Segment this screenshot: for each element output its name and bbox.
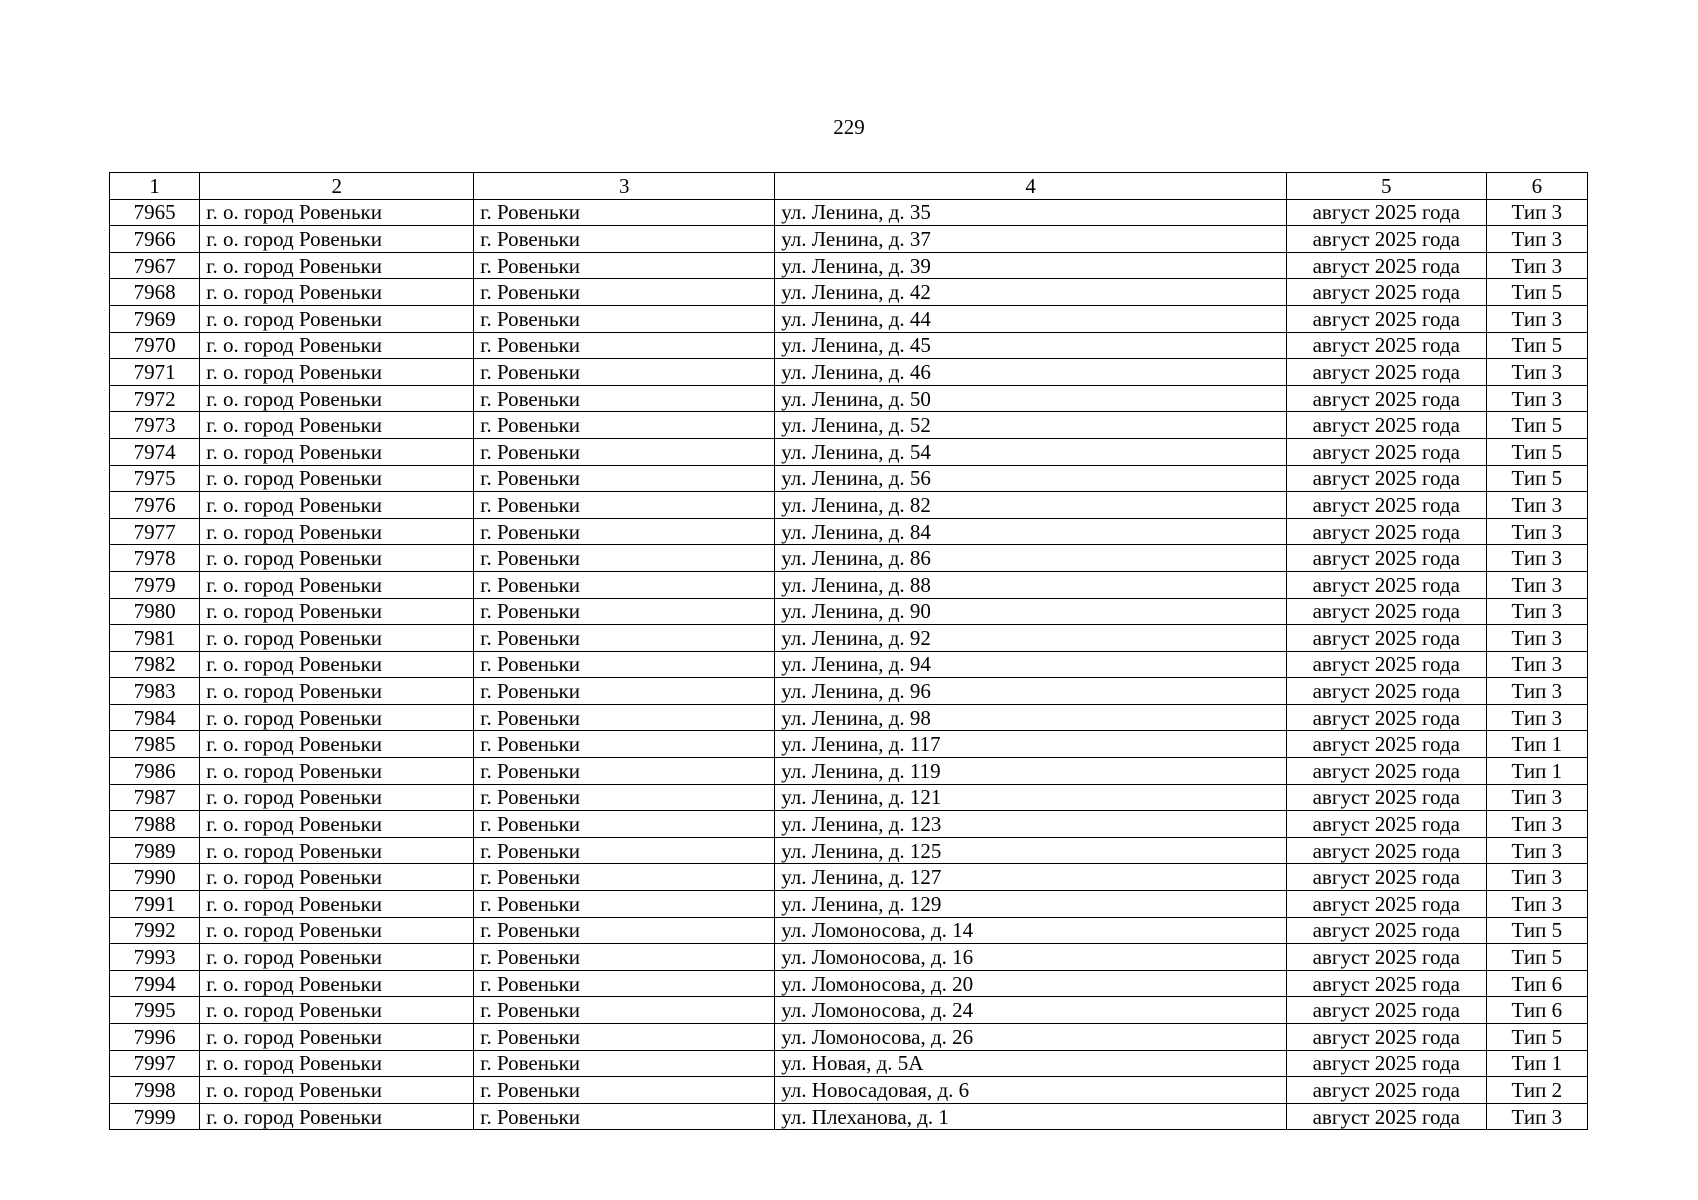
address-cell: ул. Ленина, д. 92 xyxy=(775,625,1287,652)
date-cell: август 2025 года xyxy=(1286,226,1486,253)
date-cell: август 2025 года xyxy=(1286,412,1486,439)
address-cell: ул. Ленина, д. 56 xyxy=(775,465,1287,492)
column-header-4: 4 xyxy=(775,173,1287,200)
municipality-cell: г. о. город Ровеньки xyxy=(200,811,474,838)
date-cell: август 2025 года xyxy=(1286,518,1486,545)
date-cell: август 2025 года xyxy=(1286,970,1486,997)
municipality-cell: г. о. город Ровеньки xyxy=(200,545,474,572)
locality-cell: г. Ровеньки xyxy=(474,625,775,652)
type-cell: Тип 6 xyxy=(1486,997,1587,1024)
row-number-cell: 7993 xyxy=(110,944,200,971)
municipality-cell: г. о. город Ровеньки xyxy=(200,305,474,332)
row-number-cell: 7980 xyxy=(110,598,200,625)
locality-cell: г. Ровеньки xyxy=(474,518,775,545)
locality-cell: г. Ровеньки xyxy=(474,385,775,412)
row-number-cell: 7970 xyxy=(110,332,200,359)
table-row xyxy=(110,279,1588,306)
address-cell: ул. Ленина, д. 50 xyxy=(775,385,1287,412)
municipality-cell: г. о. город Ровеньки xyxy=(200,864,474,891)
date-cell: август 2025 года xyxy=(1286,199,1486,226)
municipality-cell: г. о. город Ровеньки xyxy=(200,438,474,465)
locality-cell: г. Ровеньки xyxy=(474,651,775,678)
type-cell: Тип 3 xyxy=(1486,704,1587,731)
municipality-cell: г. о. город Ровеньки xyxy=(200,784,474,811)
row-number-cell: 7982 xyxy=(110,651,200,678)
row-number-cell: 7990 xyxy=(110,864,200,891)
table-row xyxy=(110,731,1588,758)
table-row xyxy=(110,1024,1588,1051)
address-cell: ул. Ленина, д. 39 xyxy=(775,252,1287,279)
locality-cell: г. Ровеньки xyxy=(474,279,775,306)
type-cell: Тип 3 xyxy=(1486,837,1587,864)
type-cell: Тип 1 xyxy=(1486,758,1587,785)
address-cell: ул. Ломоносова, д. 14 xyxy=(775,917,1287,944)
type-cell: Тип 3 xyxy=(1486,305,1587,332)
municipality-cell: г. о. город Ровеньки xyxy=(200,651,474,678)
date-cell: август 2025 года xyxy=(1286,545,1486,572)
row-number-cell: 7983 xyxy=(110,678,200,705)
row-number-cell: 7971 xyxy=(110,359,200,386)
municipality-cell: г. о. город Ровеньки xyxy=(200,252,474,279)
address-cell: ул. Ленина, д. 96 xyxy=(775,678,1287,705)
address-cell: ул. Ленина, д. 82 xyxy=(775,492,1287,519)
municipality-cell: г. о. город Ровеньки xyxy=(200,412,474,439)
date-cell: август 2025 года xyxy=(1286,598,1486,625)
type-cell: Тип 3 xyxy=(1486,518,1587,545)
date-cell: август 2025 года xyxy=(1286,385,1486,412)
table-row xyxy=(110,678,1588,705)
date-cell: август 2025 года xyxy=(1286,465,1486,492)
address-cell: ул. Ленина, д. 90 xyxy=(775,598,1287,625)
locality-cell: г. Ровеньки xyxy=(474,199,775,226)
municipality-cell: г. о. город Ровеньки xyxy=(200,625,474,652)
type-cell: Тип 3 xyxy=(1486,385,1587,412)
type-cell: Тип 3 xyxy=(1486,625,1587,652)
table-row xyxy=(110,226,1588,253)
type-cell: Тип 3 xyxy=(1486,651,1587,678)
table-row xyxy=(110,385,1588,412)
municipality-cell: г. о. город Ровеньки xyxy=(200,518,474,545)
type-cell: Тип 3 xyxy=(1486,1103,1587,1130)
type-cell: Тип 3 xyxy=(1486,545,1587,572)
row-number-cell: 7996 xyxy=(110,1024,200,1051)
address-cell: ул. Ленина, д. 84 xyxy=(775,518,1287,545)
address-cell: ул. Ленина, д. 45 xyxy=(775,332,1287,359)
row-number-cell: 7995 xyxy=(110,997,200,1024)
date-cell: август 2025 года xyxy=(1286,438,1486,465)
date-cell: август 2025 года xyxy=(1286,359,1486,386)
type-cell: Тип 3 xyxy=(1486,252,1587,279)
locality-cell: г. Ровеньки xyxy=(474,305,775,332)
row-number-cell: 7981 xyxy=(110,625,200,652)
address-cell: ул. Новая, д. 5А xyxy=(775,1050,1287,1077)
table-row xyxy=(110,837,1588,864)
date-cell: август 2025 года xyxy=(1286,917,1486,944)
date-cell: август 2025 года xyxy=(1286,891,1486,918)
type-cell: Тип 5 xyxy=(1486,412,1587,439)
type-cell: Тип 3 xyxy=(1486,199,1587,226)
type-cell: Тип 5 xyxy=(1486,944,1587,971)
locality-cell: г. Ровеньки xyxy=(474,891,775,918)
address-cell: ул. Ленина, д. 35 xyxy=(775,199,1287,226)
table-row xyxy=(110,465,1588,492)
date-cell: август 2025 года xyxy=(1286,864,1486,891)
address-cell: ул. Ленина, д. 37 xyxy=(775,226,1287,253)
date-cell: август 2025 года xyxy=(1286,571,1486,598)
table-row xyxy=(110,1077,1588,1104)
date-cell: август 2025 года xyxy=(1286,279,1486,306)
municipality-cell: г. о. город Ровеньки xyxy=(200,891,474,918)
locality-cell: г. Ровеньки xyxy=(474,465,775,492)
type-cell: Тип 5 xyxy=(1486,917,1587,944)
locality-cell: г. Ровеньки xyxy=(474,252,775,279)
municipality-cell: г. о. город Ровеньки xyxy=(200,917,474,944)
type-cell: Тип 5 xyxy=(1486,465,1587,492)
locality-cell: г. Ровеньки xyxy=(474,492,775,519)
row-number-cell: 7978 xyxy=(110,545,200,572)
table-row xyxy=(110,492,1588,519)
column-header-3: 3 xyxy=(474,173,775,200)
table-row xyxy=(110,651,1588,678)
municipality-cell: г. о. город Ровеньки xyxy=(200,571,474,598)
date-cell: август 2025 года xyxy=(1286,784,1486,811)
row-number-cell: 7977 xyxy=(110,518,200,545)
locality-cell: г. Ровеньки xyxy=(474,704,775,731)
table-row xyxy=(110,758,1588,785)
date-cell: август 2025 года xyxy=(1286,758,1486,785)
type-cell: Тип 5 xyxy=(1486,332,1587,359)
table-row xyxy=(110,1103,1588,1130)
table-row xyxy=(110,891,1588,918)
locality-cell: г. Ровеньки xyxy=(474,598,775,625)
row-number-cell: 7979 xyxy=(110,571,200,598)
date-cell: август 2025 года xyxy=(1286,704,1486,731)
address-cell: ул. Ломоносова, д. 16 xyxy=(775,944,1287,971)
type-cell: Тип 3 xyxy=(1486,864,1587,891)
table-row xyxy=(110,784,1588,811)
municipality-cell: г. о. город Ровеньки xyxy=(200,332,474,359)
date-cell: август 2025 года xyxy=(1286,332,1486,359)
address-cell: ул. Плеханова, д. 1 xyxy=(775,1103,1287,1130)
table-row xyxy=(110,625,1588,652)
date-cell: август 2025 года xyxy=(1286,492,1486,519)
row-number-cell: 7966 xyxy=(110,226,200,253)
address-cell: ул. Ленина, д. 46 xyxy=(775,359,1287,386)
type-cell: Тип 3 xyxy=(1486,784,1587,811)
date-cell: август 2025 года xyxy=(1286,811,1486,838)
row-number-cell: 7985 xyxy=(110,731,200,758)
locality-cell: г. Ровеньки xyxy=(474,944,775,971)
date-cell: август 2025 года xyxy=(1286,731,1486,758)
municipality-cell: г. о. город Ровеньки xyxy=(200,598,474,625)
type-cell: Тип 3 xyxy=(1486,598,1587,625)
row-number-cell: 7986 xyxy=(110,758,200,785)
type-cell: Тип 1 xyxy=(1486,1050,1587,1077)
address-cell: ул. Ленина, д. 52 xyxy=(775,412,1287,439)
column-header-2: 2 xyxy=(200,173,474,200)
locality-cell: г. Ровеньки xyxy=(474,1103,775,1130)
date-cell: август 2025 года xyxy=(1286,944,1486,971)
type-cell: Тип 6 xyxy=(1486,970,1587,997)
address-cell: ул. Ленина, д. 94 xyxy=(775,651,1287,678)
municipality-cell: г. о. город Ровеньки xyxy=(200,678,474,705)
type-cell: Тип 5 xyxy=(1486,438,1587,465)
municipality-cell: г. о. город Ровеньки xyxy=(200,1077,474,1104)
row-number-cell: 7975 xyxy=(110,465,200,492)
row-number-cell: 7967 xyxy=(110,252,200,279)
row-number-cell: 7972 xyxy=(110,385,200,412)
table-row xyxy=(110,1050,1588,1077)
address-cell: ул. Ломоносова, д. 20 xyxy=(775,970,1287,997)
municipality-cell: г. о. город Ровеньки xyxy=(200,492,474,519)
type-cell: Тип 2 xyxy=(1486,1077,1587,1104)
municipality-cell: г. о. город Ровеньки xyxy=(200,1024,474,1051)
address-cell: ул. Ленина, д. 44 xyxy=(775,305,1287,332)
address-cell: ул. Ленина, д. 119 xyxy=(775,758,1287,785)
locality-cell: г. Ровеньки xyxy=(474,997,775,1024)
row-number-cell: 7965 xyxy=(110,199,200,226)
locality-cell: г. Ровеньки xyxy=(474,784,775,811)
locality-cell: г. Ровеньки xyxy=(474,412,775,439)
table-body xyxy=(110,199,1588,1130)
address-cell: ул. Ленина, д. 125 xyxy=(775,837,1287,864)
address-cell: ул. Ленина, д. 123 xyxy=(775,811,1287,838)
date-cell: август 2025 года xyxy=(1286,651,1486,678)
row-number-cell: 7988 xyxy=(110,811,200,838)
type-cell: Тип 3 xyxy=(1486,492,1587,519)
locality-cell: г. Ровеньки xyxy=(474,837,775,864)
table-row xyxy=(110,518,1588,545)
date-cell: август 2025 года xyxy=(1286,305,1486,332)
type-cell: Тип 3 xyxy=(1486,678,1587,705)
date-cell: август 2025 года xyxy=(1286,625,1486,652)
row-number-cell: 7974 xyxy=(110,438,200,465)
municipality-cell: г. о. город Ровеньки xyxy=(200,465,474,492)
table-row xyxy=(110,305,1588,332)
table-row xyxy=(110,704,1588,731)
row-number-cell: 7968 xyxy=(110,279,200,306)
table-row xyxy=(110,970,1588,997)
row-number-cell: 7999 xyxy=(110,1103,200,1130)
date-cell: август 2025 года xyxy=(1286,252,1486,279)
row-number-cell: 7997 xyxy=(110,1050,200,1077)
table-row xyxy=(110,811,1588,838)
table-row xyxy=(110,438,1588,465)
locality-cell: г. Ровеньки xyxy=(474,545,775,572)
date-cell: август 2025 года xyxy=(1286,1103,1486,1130)
address-cell: ул. Ленина, д. 117 xyxy=(775,731,1287,758)
municipality-cell: г. о. город Ровеньки xyxy=(200,1050,474,1077)
table-row xyxy=(110,571,1588,598)
locality-cell: г. Ровеньки xyxy=(474,678,775,705)
table-row xyxy=(110,997,1588,1024)
municipality-cell: г. о. город Ровеньки xyxy=(200,279,474,306)
date-cell: август 2025 года xyxy=(1286,997,1486,1024)
row-number-cell: 7992 xyxy=(110,917,200,944)
locality-cell: г. Ровеньки xyxy=(474,438,775,465)
municipality-cell: г. о. город Ровеньки xyxy=(200,704,474,731)
type-cell: Тип 5 xyxy=(1486,279,1587,306)
address-cell: ул. Ленина, д. 88 xyxy=(775,571,1287,598)
type-cell: Тип 3 xyxy=(1486,891,1587,918)
locality-cell: г. Ровеньки xyxy=(474,571,775,598)
date-cell: август 2025 года xyxy=(1286,837,1486,864)
locality-cell: г. Ровеньки xyxy=(474,359,775,386)
address-cell: ул. Новосадовая, д. 6 xyxy=(775,1077,1287,1104)
address-cell: ул. Ломоносова, д. 24 xyxy=(775,997,1287,1024)
locality-cell: г. Ровеньки xyxy=(474,731,775,758)
municipality-cell: г. о. город Ровеньки xyxy=(200,1103,474,1130)
table-header xyxy=(110,173,1588,200)
type-cell: Тип 5 xyxy=(1486,1024,1587,1051)
municipality-cell: г. о. город Ровеньки xyxy=(200,385,474,412)
register-table xyxy=(109,172,1588,1130)
column-header-6: 6 xyxy=(1486,173,1587,200)
municipality-cell: г. о. город Ровеньки xyxy=(200,226,474,253)
locality-cell: г. Ровеньки xyxy=(474,758,775,785)
row-number-cell: 7989 xyxy=(110,837,200,864)
table-row xyxy=(110,598,1588,625)
municipality-cell: г. о. город Ровеньки xyxy=(200,199,474,226)
table-row xyxy=(110,944,1588,971)
address-cell: ул. Ломоносова, д. 26 xyxy=(775,1024,1287,1051)
type-cell: Тип 3 xyxy=(1486,226,1587,253)
locality-cell: г. Ровеньки xyxy=(474,1077,775,1104)
table-row xyxy=(110,332,1588,359)
table-row xyxy=(110,359,1588,386)
locality-cell: г. Ровеньки xyxy=(474,332,775,359)
table-row xyxy=(110,545,1588,572)
address-cell: ул. Ленина, д. 127 xyxy=(775,864,1287,891)
municipality-cell: г. о. город Ровеньки xyxy=(200,837,474,864)
address-cell: ул. Ленина, д. 98 xyxy=(775,704,1287,731)
row-number-cell: 7969 xyxy=(110,305,200,332)
page-number: 229 xyxy=(833,115,865,139)
municipality-cell: г. о. город Ровеньки xyxy=(200,944,474,971)
address-cell: ул. Ленина, д. 121 xyxy=(775,784,1287,811)
table-row xyxy=(110,199,1588,226)
municipality-cell: г. о. город Ровеньки xyxy=(200,970,474,997)
table-row xyxy=(110,252,1588,279)
locality-cell: г. Ровеньки xyxy=(474,1024,775,1051)
municipality-cell: г. о. город Ровеньки xyxy=(200,758,474,785)
date-cell: август 2025 года xyxy=(1286,1050,1486,1077)
row-number-cell: 7987 xyxy=(110,784,200,811)
address-cell: ул. Ленина, д. 129 xyxy=(775,891,1287,918)
locality-cell: г. Ровеньки xyxy=(474,811,775,838)
type-cell: Тип 3 xyxy=(1486,359,1587,386)
municipality-cell: г. о. город Ровеньки xyxy=(200,997,474,1024)
municipality-cell: г. о. город Ровеньки xyxy=(200,359,474,386)
type-cell: Тип 1 xyxy=(1486,731,1587,758)
type-cell: Тип 3 xyxy=(1486,811,1587,838)
date-cell: август 2025 года xyxy=(1286,678,1486,705)
address-cell: ул. Ленина, д. 42 xyxy=(775,279,1287,306)
locality-cell: г. Ровеньки xyxy=(474,1050,775,1077)
date-cell: август 2025 года xyxy=(1286,1077,1486,1104)
table-row xyxy=(110,917,1588,944)
row-number-cell: 7984 xyxy=(110,704,200,731)
column-header-5: 5 xyxy=(1286,173,1486,200)
locality-cell: г. Ровеньки xyxy=(474,917,775,944)
locality-cell: г. Ровеньки xyxy=(474,864,775,891)
address-cell: ул. Ленина, д. 86 xyxy=(775,545,1287,572)
table-row xyxy=(110,412,1588,439)
row-number-cell: 7976 xyxy=(110,492,200,519)
row-number-cell: 7994 xyxy=(110,970,200,997)
row-number-cell: 7973 xyxy=(110,412,200,439)
row-number-cell: 7998 xyxy=(110,1077,200,1104)
header-row xyxy=(110,173,1588,200)
column-header-1: 1 xyxy=(110,173,200,200)
row-number-cell: 7991 xyxy=(110,891,200,918)
municipality-cell: г. о. город Ровеньки xyxy=(200,731,474,758)
table-row xyxy=(110,864,1588,891)
locality-cell: г. Ровеньки xyxy=(474,970,775,997)
date-cell: август 2025 года xyxy=(1286,1024,1486,1051)
address-cell: ул. Ленина, д. 54 xyxy=(775,438,1287,465)
type-cell: Тип 3 xyxy=(1486,571,1587,598)
locality-cell: г. Ровеньки xyxy=(474,226,775,253)
